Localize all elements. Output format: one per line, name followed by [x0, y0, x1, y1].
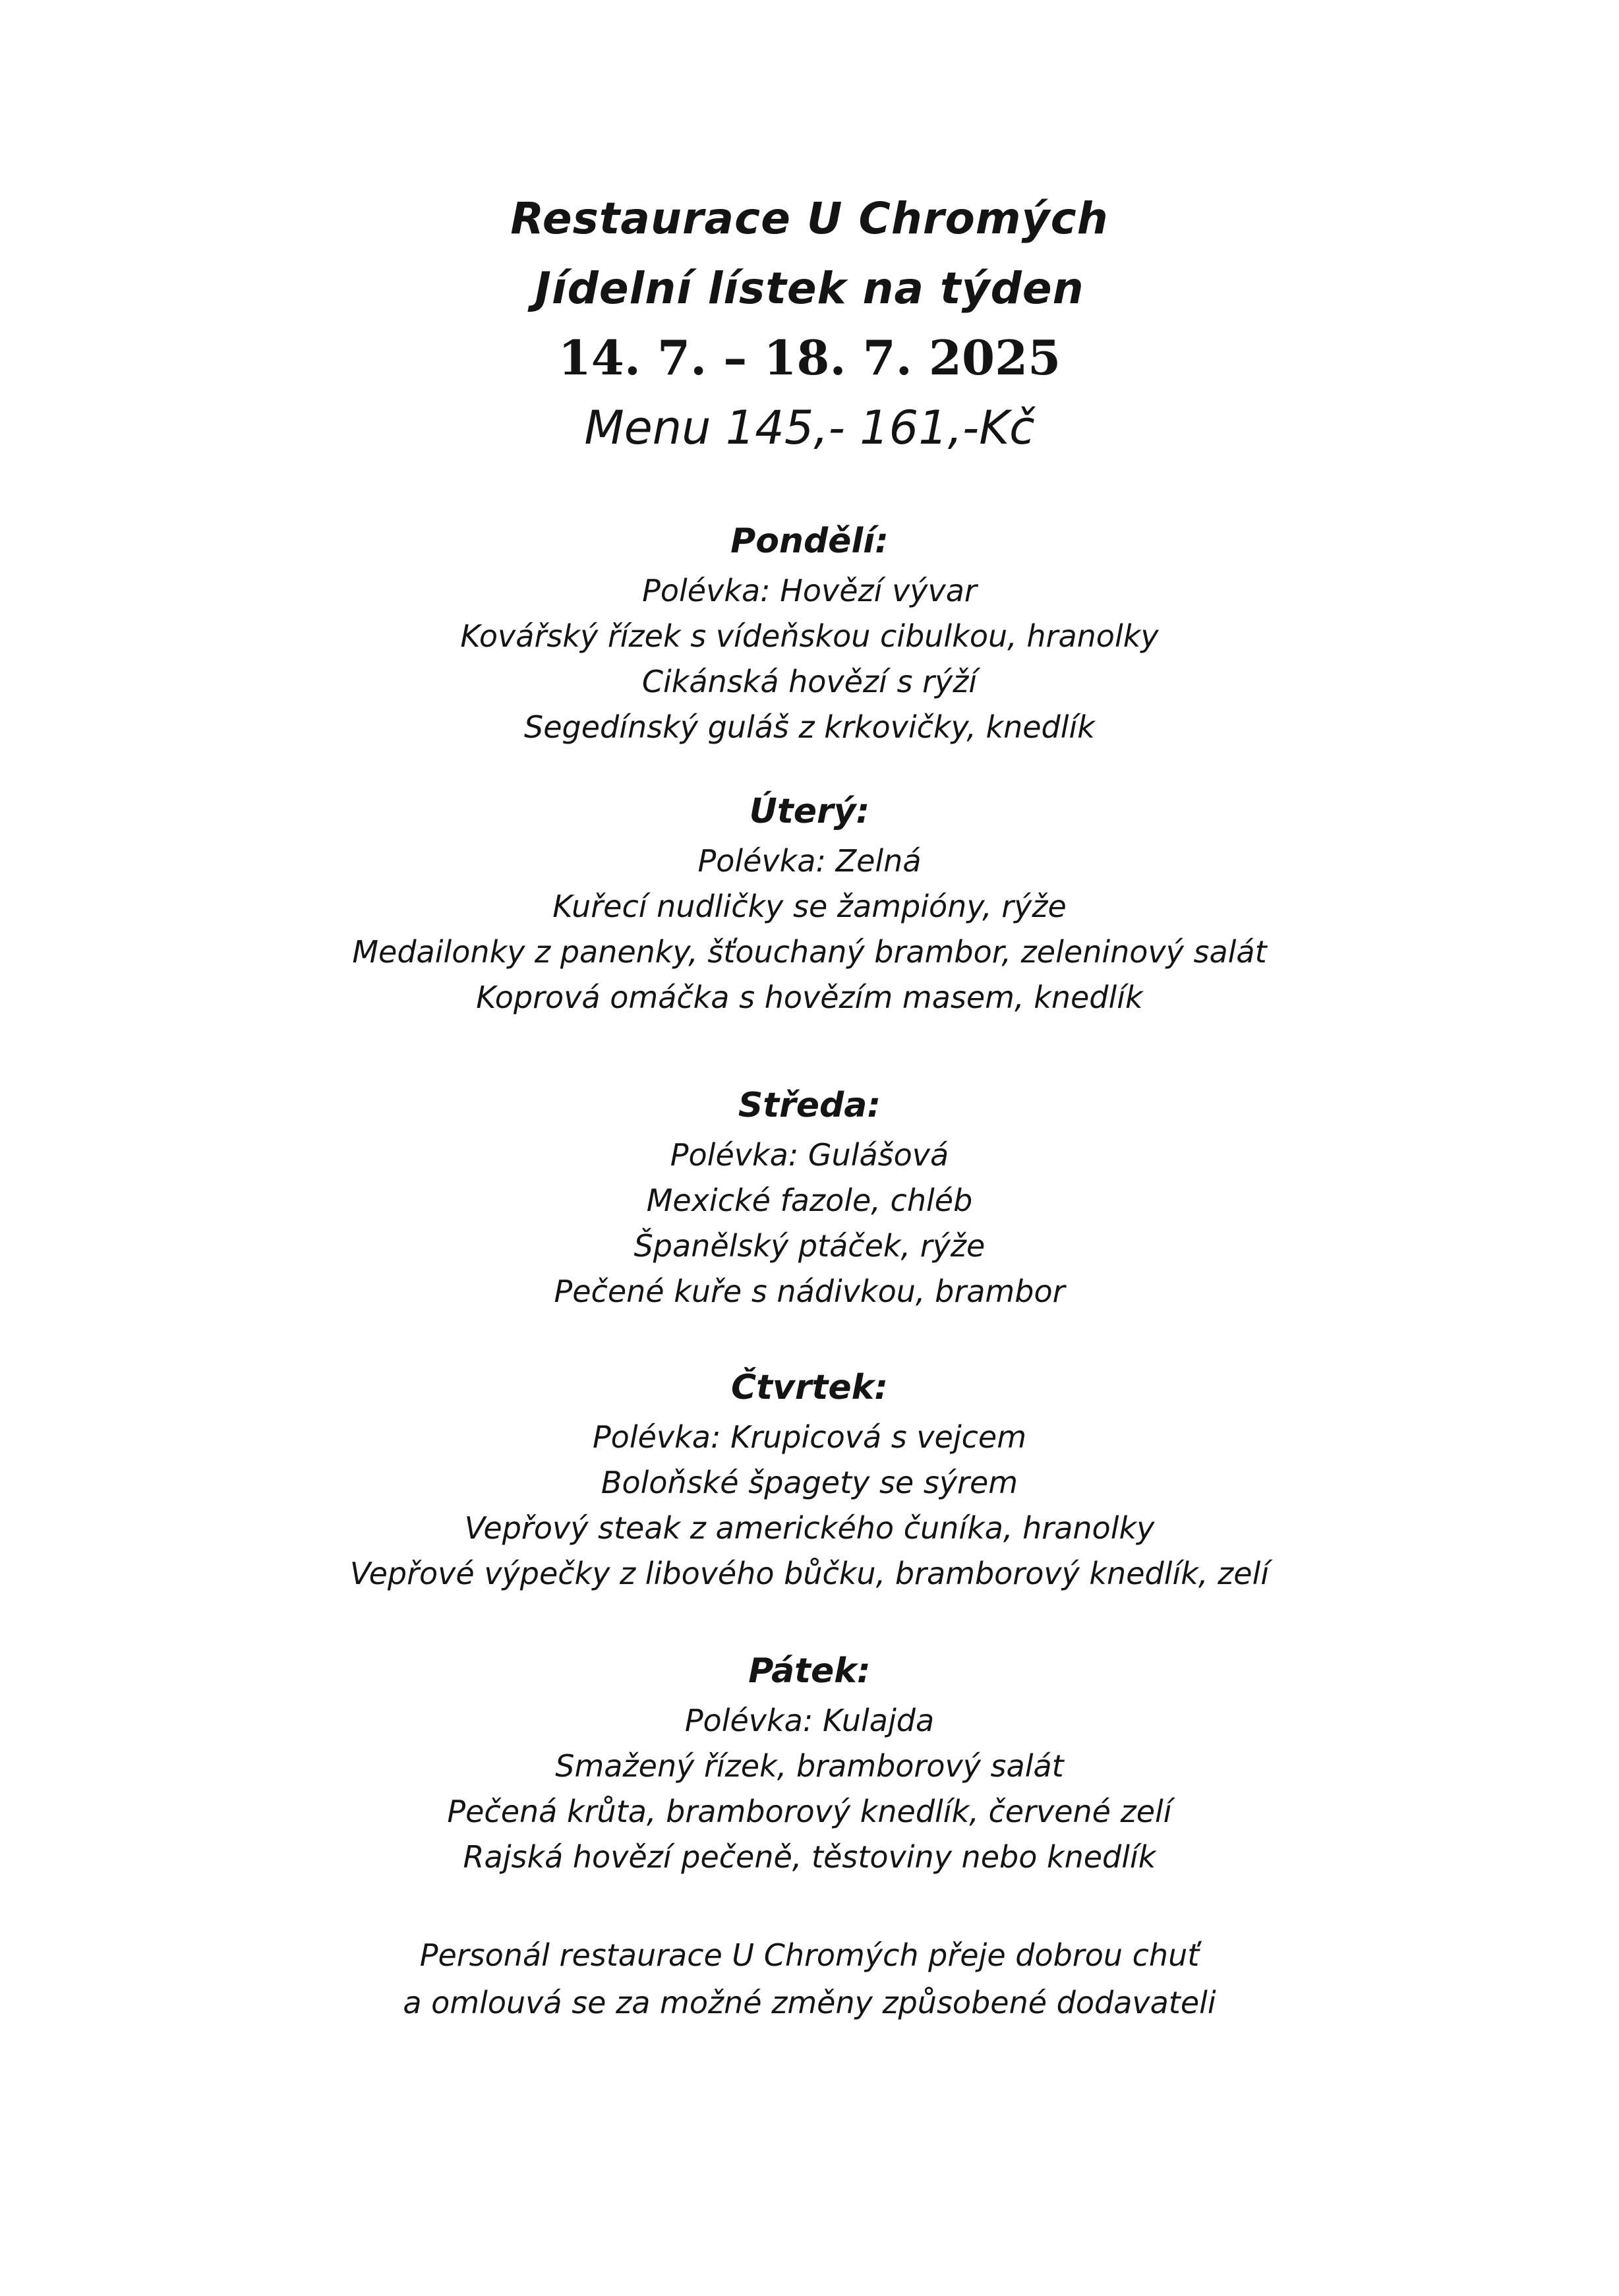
dish: Rajská hovězí pečeně, těstoviny nebo knedlík: [463, 1839, 1156, 1875]
soup: Polévka: Kulajda: [684, 1703, 935, 1738]
dish: Pečené kuře s nádivkou, brambor: [554, 1274, 1065, 1309]
dish: Segedínský guláš z krkovičky, knedlík: [524, 709, 1095, 745]
restaurant-name: Restaurace U Chromých: [510, 193, 1109, 244]
day-tuesday: [0, 788, 1619, 1020]
day-name: Pátek:: [748, 1651, 871, 1691]
dish: Cikánská hovězí s rýží: [641, 664, 978, 699]
footer-note: [0, 1931, 1619, 2026]
soup: Polévka: Krupicová s vejcem: [592, 1419, 1027, 1455]
dish: Pečená krůta, bramborový knedlík, červené zelí: [447, 1794, 1172, 1829]
menu-subtitle: Jídelní lístek na týden: [535, 263, 1084, 314]
soup: Polévka: Hovězí vývar: [642, 573, 977, 608]
footer-line: Personál restaurace U Chromých přeje dobrou chuť: [419, 1937, 1200, 1973]
dish: Mexické fazole, chléb: [646, 1183, 973, 1218]
soup: Polévka: Gulášová: [670, 1137, 949, 1173]
dish: Smažený řízek, bramborový salát: [555, 1748, 1064, 1784]
dish: Vepřový steak z amerického čuníka, hranolky: [464, 1510, 1155, 1546]
menu-price: Menu 145,- 161,-Kč: [584, 401, 1035, 455]
day-wednesday: [0, 1082, 1619, 1314]
dish: Boloňské špagety se sýrem: [601, 1465, 1018, 1500]
dish: Medailonky z panenky, šťouchaný brambor, zeleninový salát: [352, 934, 1267, 970]
week-dates: 14. 7. – 18. 7. 2025: [558, 330, 1061, 386]
day-friday: [0, 1648, 1619, 1880]
dish: Koprová omáčka s hovězím masem, knedlík: [476, 980, 1143, 1015]
dish: Kovářský řízek s vídeňskou cibulkou, hranolky: [460, 618, 1159, 654]
dish: Vepřové výpečky z libového bůčku, bramborový knedlík, zelí: [349, 1556, 1270, 1591]
day-monday: [0, 518, 1619, 750]
soup: Polévka: Zelná: [697, 843, 922, 879]
footer-line: a omlouvá se za možné změny způsobené dodavateli: [403, 1985, 1216, 2020]
day-thursday: [0, 1365, 1619, 1597]
day-name: Úterý:: [749, 792, 870, 831]
day-name: Čtvrtek:: [730, 1368, 889, 1407]
day-name: Středa:: [738, 1086, 881, 1125]
day-name: Pondělí:: [730, 521, 889, 561]
dish: Kuřecí nudličky se žampióny, rýže: [552, 889, 1067, 924]
dish: Španělský ptáček, rýže: [633, 1228, 986, 1264]
